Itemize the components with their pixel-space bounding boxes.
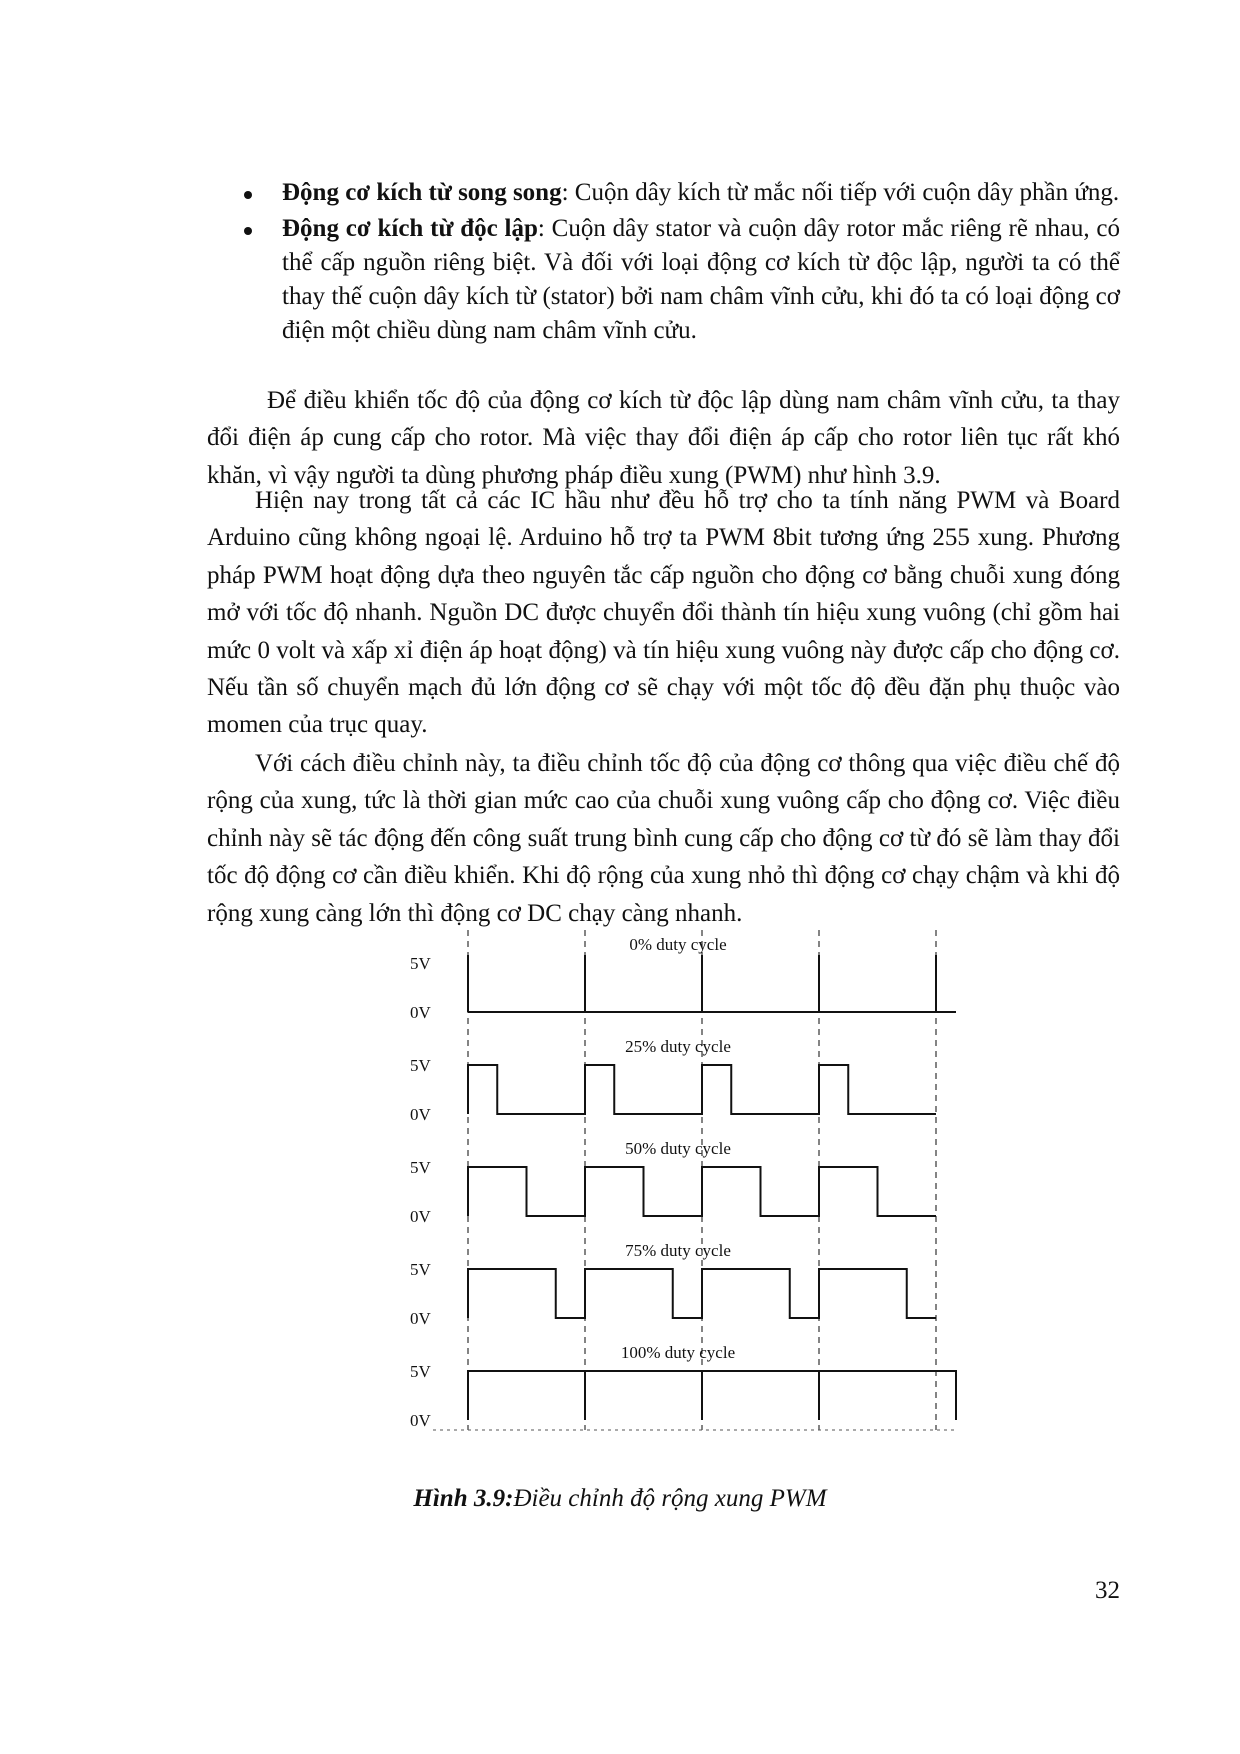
signal-title: 100% duty cycle (620, 1343, 736, 1362)
bullet-dot-icon (244, 227, 252, 235)
bullet-term: Động cơ kích từ song song (282, 179, 562, 206)
pwm-waveform-1 (468, 1065, 936, 1114)
pwm-waveform-4 (468, 1371, 956, 1420)
level-label-low: 0V (410, 1105, 431, 1124)
paragraph-speed-control: Để điều khiển tốc độ của động cơ kích từ độc lập dùng nam châm vĩnh cửu, ta thay đổi điện áp cung cấp cho rotor. Mà việc thay đổi điện áp cấp cho rotor liên tục rất khó khăn, vì vậy người ta dùng phương pháp điều xung (PWM) như hình 3.9. (207, 387, 1120, 489)
level-label-high: 5V (410, 954, 431, 973)
pwm-waveform-2 (468, 1167, 936, 1216)
caption-text: Điều chỉnh độ rộng xung PWM (513, 1485, 827, 1512)
page-number: 32 (1095, 1577, 1120, 1604)
paragraph-pwm-arduino: Hiện nay trong tất cả các IC hầu như đều hỗ trợ cho ta tính năng PWM và Board Arduino cũng không ngoại lệ. Arduino hỗ trợ ta PWM 8bit tương ứng 255 xung. Phương pháp PWM hoạt động dựa theo nguyên tắc cấp nguồn cho động cơ bằng chuỗi xung đóng mở với tốc độ nhanh. Nguồn DC được chuyển đổi thành tín hiệu xung vuông (chỉ gồm hai mức 0 volt và xấp xỉ điện áp hoạt động) và tín hiệu xung vuông này được cấp cho động cơ. Nếu tần số chuyển mạch đủ lớn động cơ sẽ chạy với một tốc độ đều đặn phụ thuộc vào momen của trục quay. (207, 487, 1120, 739)
figure-caption (0, 1485, 1240, 1513)
level-label-low: 0V (410, 1309, 431, 1328)
pwm-waveform-3 (468, 1269, 936, 1318)
signal-title: 75% duty cycle (625, 1241, 731, 1260)
bullet-text: : Cuộn dây stator và cuộn dây rotor mắc riêng rẽ nhau, có thể cấp nguồn riêng biệt. Và đối với loại động cơ kích từ độc lập, người ta có thể thay thế cuộn dây kích từ (stator) bởi nam châm vĩnh cửu, khi đó ta có loại động cơ điện một chiều dùng nam châm vĩnh cửu. (282, 215, 1120, 344)
bullet-item-separate-excitation (240, 212, 1120, 348)
pwm-waveform-diagram (408, 930, 960, 1440)
pwm-figure (408, 930, 960, 1440)
level-label-high: 5V (410, 1056, 431, 1075)
bullet-item-parallel-excitation (240, 176, 1120, 210)
level-label-high: 5V (410, 1158, 431, 1177)
paragraph-pulse-width: Với cách điều chỉnh này, ta điều chỉnh tốc độ của động cơ thông qua việc điều chế độ rộng của xung, tức là thời gian mức cao của chuỗi xung vuông cấp cho động cơ. Việc điều chỉnh này sẽ tác động đến công suất trung bình cung cấp cho động cơ từ đó sẽ làm thay đổi tốc độ động cơ cần điều khiển. Khi độ rộng của xung nhỏ thì động cơ chạy chậm và khi độ rộng xung càng lớn thì động cơ DC chạy càng nhanh. (207, 750, 1120, 927)
level-label-low: 0V (410, 1003, 431, 1022)
bullet-dot-icon (244, 191, 252, 199)
level-label-low: 0V (410, 1411, 431, 1430)
signal-title: 50% duty cycle (625, 1139, 731, 1158)
signal-title: 0% duty cycle (629, 935, 727, 954)
bullet-list (240, 176, 1120, 350)
bullet-text: : Cuộn dây kích từ mắc nối tiếp với cuộn dây phần ứng. (561, 179, 1120, 206)
level-label-high: 5V (410, 1362, 431, 1381)
level-label-low: 0V (410, 1207, 431, 1226)
level-label-high: 5V (410, 1260, 431, 1279)
caption-label: Hình 3.9: (413, 1485, 514, 1512)
bullet-term: Động cơ kích từ độc lập (282, 215, 538, 242)
signal-title: 25% duty cycle (625, 1037, 731, 1056)
